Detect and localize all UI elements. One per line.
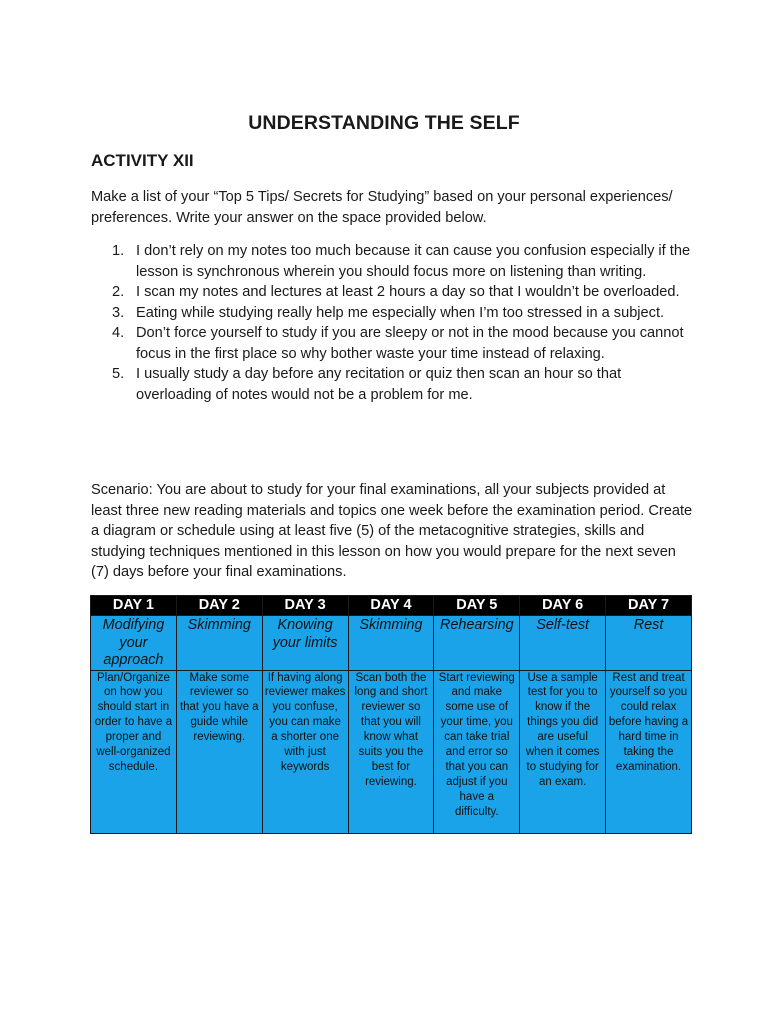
scenario-paragraph: Scenario: You are about to study for your final examinations, all your subjects provided at least three new reading materials and topics one week before the examination period. Create a diagram or schedule using at least five (5) of the metacognitive strategies, skills and studying techniques mentioned in this lesson on how you would prepare for the next seven (7) days before your final examinations.	[91, 482, 693, 580]
list-item-number: 5.	[112, 366, 125, 382]
table-row	[91, 616, 692, 671]
strategy-cell-day-3: Knowing your limits	[262, 616, 348, 671]
list-item-text: I usually study a day before any recitation or quiz then scan an hour so that overloading of notes would not be a problem for me.	[136, 366, 622, 403]
day-header-1: DAY 1	[91, 596, 177, 616]
day-header-5: DAY 5	[434, 596, 520, 616]
description-cell-day-2: Make some reviewer so that you have a guide while reviewing.	[176, 670, 262, 833]
list-item-number: 3.	[112, 304, 125, 321]
list-item-number: 4.	[112, 325, 125, 341]
list-item-text: Eating while studying really help me especially when I’m too stressed in a subject.	[136, 304, 665, 321]
tips-list	[91, 241, 691, 405]
day-header-3: DAY 3	[262, 596, 348, 616]
study-schedule-table	[90, 595, 692, 834]
strategy-cell-day-6: Self-test	[520, 616, 606, 671]
description-cell-day-6: Use a sample test for you to know if the things you did are useful when it comes to studying for an exam.	[520, 670, 606, 833]
strategy-cell-day-7: Rest	[606, 616, 692, 671]
day-header-6: DAY 6	[520, 596, 606, 616]
list-item-text: I scan my notes and lectures at least 2 hours a day so that I wouldn’t be overloaded.	[136, 284, 680, 300]
description-cell-day-5: Start reviewing and make some use of your time, you can take trial and error so that you can adjust if you have a difficulty.	[434, 670, 520, 833]
description-cell-day-1: Plan/Organize on how you should start in order to have a proper and well-organized schedule.	[91, 670, 177, 833]
list-item-number: 1.	[112, 243, 125, 259]
list-item	[91, 364, 691, 405]
table-header-row	[91, 596, 692, 616]
list-item-text: Don’t force yourself to study if you are sleepy or not in the mood because you cannot focus in the first place so why bother waste your time instead of relaxing.	[136, 325, 684, 362]
description-cell-day-4: Scan both the long and short reviewer so that you will know what suits you the best for reviewing.	[348, 670, 434, 833]
activity-heading: ACTIVITY XII	[91, 151, 194, 170]
intro-paragraph: Make a list of your “Top 5 Tips/ Secrets for Studying” based on your personal experiences/ preferences. Write your answer on the space provided below.	[91, 189, 673, 226]
strategy-cell-day-2: Skimming	[176, 616, 262, 671]
list-item	[91, 282, 691, 303]
list-item	[91, 241, 691, 282]
list-item	[91, 323, 691, 364]
table-row	[91, 670, 692, 833]
day-header-4: DAY 4	[348, 596, 434, 616]
strategy-cell-day-4: Skimming	[348, 616, 434, 671]
list-item-number: 2.	[112, 284, 125, 300]
list-item	[91, 303, 691, 324]
day-header-7: DAY 7	[606, 596, 692, 616]
page-title: UNDERSTANDING THE SELF	[248, 112, 520, 134]
list-item-text: I don’t rely on my notes too much because it can cause you confusion especially if the lesson is synchronous wherein you should focus more on listening than writing.	[136, 243, 691, 280]
day-header-2: DAY 2	[176, 596, 262, 616]
strategy-cell-day-5: Rehearsing	[434, 616, 520, 671]
description-cell-day-3: If having along reviewer makes you confuse, you can make a shorter one with just keywords	[262, 670, 348, 833]
description-cell-day-7: Rest and treat yourself so you could relax before having a hard time in taking the examination.	[606, 670, 692, 833]
strategy-cell-day-1: Modifying your approach	[91, 616, 177, 671]
